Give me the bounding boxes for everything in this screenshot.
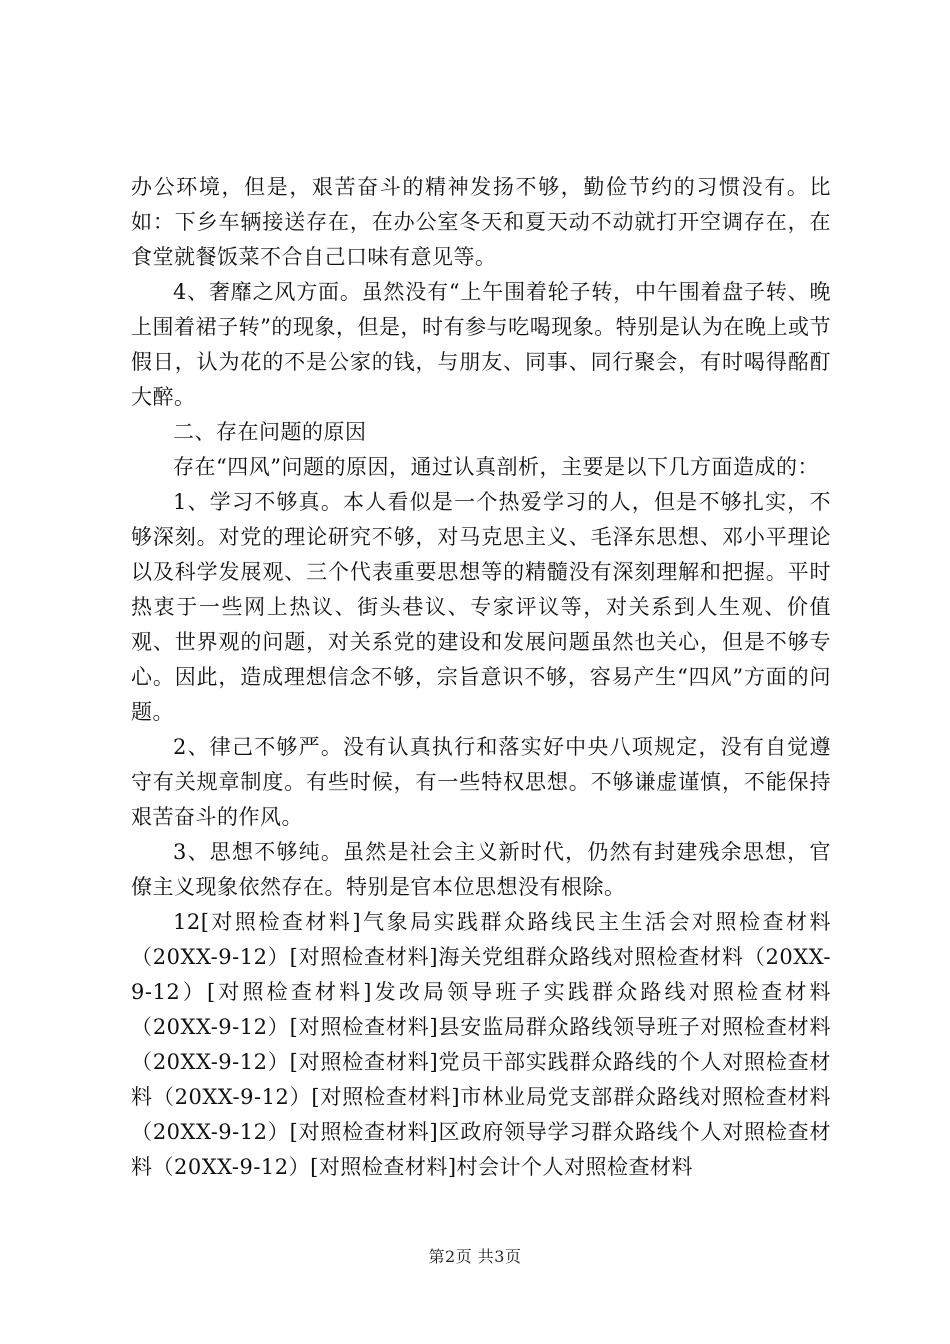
page-number-label: 第2页 共3页 [428,1247,522,1266]
paragraph-cause-1: 1、学习不够真。本人看似是一个热爱学习的人，但是不够扎实，不够深刻。对党的理论研究不够，对马克思主义、毛泽东思想、邓小平理论以及科学发展观、三个代表重要思想等的精髓没有深刻理解和把握。平时热衷于一些网上热议、街头巷议、专家评议等，对关系到人生观、价值观、世界观的问题，对关系党的建设和发展问题虽然也关心，但是不够专心。因此，造成理想信念不够，宗旨意识不够，容易产生“四风”方面的问题。 [131,490,831,724]
paragraph-continuation: 办公环境，但是，艰苦奋斗的精神发扬不够，勤俭节约的习惯没有。比如：下乡车辆接送存在，在办公室冬天和夏天动不动就打开空调存在，在食堂就餐饭菜不合自己口味有意见等。 [131,175,831,269]
page-footer [0,1244,950,1267]
paragraph-cause-2: 2、律己不够严。没有认真执行和落实好中央八项规定，没有自觉遵守有关规章制度。有些时候，有一些特权思想。不够谦虚谨慎，不能保持艰苦奋斗的作风。 [131,735,831,829]
paragraph-related-materials: 12[对照检查材料]气象局实践群众路线民主生活会对照检查材料（20XX-9-12）[对照检查材料]海关党组群众路线对照检查材料（20XX-9-12）[对照检查材料]发改局领导班子实践群众路线对照检查材料（20XX-9-12）[对照检查材料]县安监局群众路线领导班子对照检查材料（20XX-9-12）[对照检查材料]党员干部实践群众路线的个人对照检查材料（20XX-9-12）[对照检查材料]市林业局党支部群众路线对照检查材料（20XX-9-12）[对照检查材料]区政府领导学习群众路线个人对照检查材料（20XX-9-12）[对照检查材料]村会计个人对照检查材料 [131,910,831,1179]
paragraph-causes-intro: 存在“四风”问题的原因，通过认真剖析，主要是以下几方面造成的： [173,455,819,479]
section-heading-causes: 二、存在问题的原因 [173,420,367,444]
document-body [131,170,831,1185]
paragraph-item-4: 4、奢靡之风方面。虽然没有“上午围着轮子转，中午围着盘子转、晚上围着裙子转”的现象，但是，时有参与吃喝现象。特别是认为在晚上或节假日，认为花的不是公家的钱，与朋友、同事、同行聚会，有时喝得酩酊大醉。 [131,280,831,409]
paragraph-cause-3: 3、思想不够纯。虽然是社会主义新时代，仍然有封建残余思想，官僚主义现象依然存在。特别是官本位思想没有根除。 [131,840,831,899]
